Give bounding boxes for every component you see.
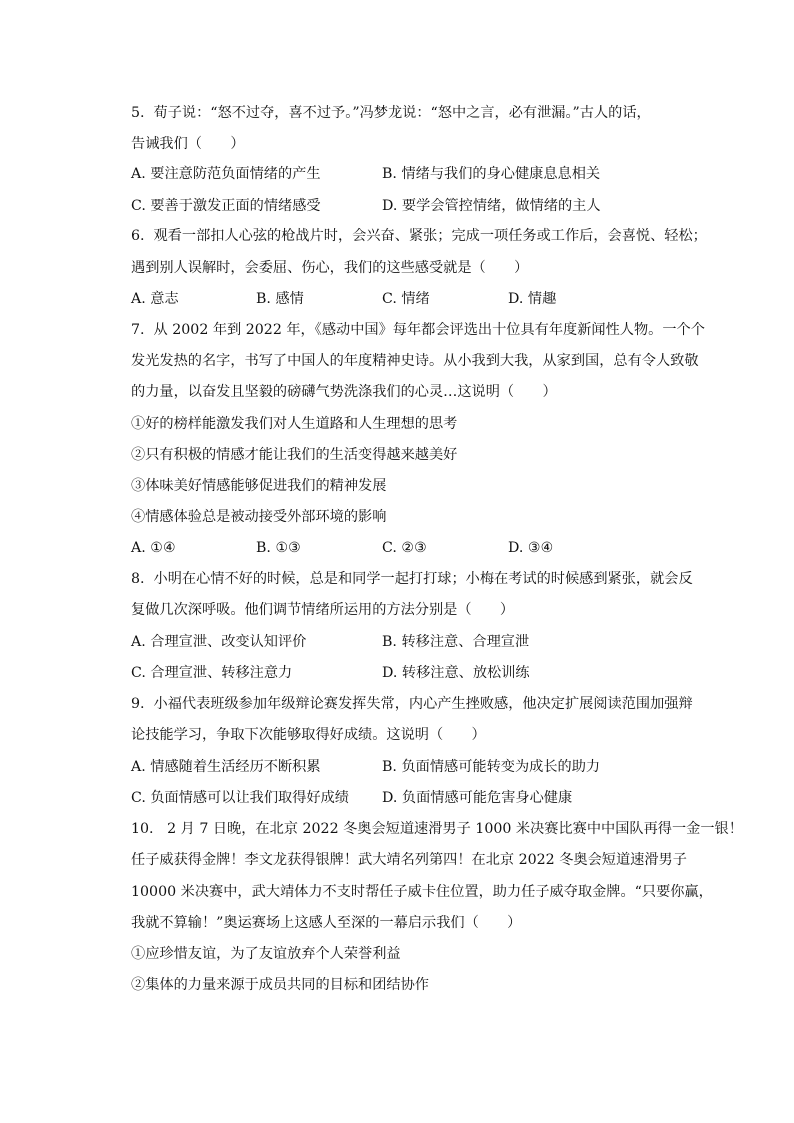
q10-stem-line4: 我就不算输！”奥运赛场上这感人至深的一幕启示我们（ ） xyxy=(131,915,522,931)
q9-option-b[interactable]: B. 负面情感可能转变为成长的助力 xyxy=(382,759,601,775)
q10-statement-1: ①应珍惜友谊，为了友谊放弃个人荣誉利益 xyxy=(131,946,401,962)
q7-statement-1: ①好的榜样能激发我们对人生道路和人生理想的思考 xyxy=(131,416,458,432)
q7-option-d[interactable]: D. ③④ xyxy=(508,540,554,556)
q8-option-c[interactable]: C. 合理宣泄、转移注意力 xyxy=(131,665,293,681)
q5-stem-line1: 5. 荀子说：“怒不过夺，喜不过予。”冯梦龙说：“怒中之言，必有泄漏。”古人的话， xyxy=(131,105,651,121)
q6-stem-line2: 遇到别人误解时，会委屈、伤心，我们的这些感受就是（ ） xyxy=(131,260,529,276)
q6-option-b[interactable]: B. 感情 xyxy=(256,291,304,307)
q7-stem-line2: 发光发热的名字，书写了中国人的年度精神史诗。从小我到大我，从家到国，总有令人致敬 xyxy=(131,353,699,369)
q8-option-b[interactable]: B. 转移注意、合理宣泄 xyxy=(382,634,530,650)
q7-statement-3: ③体味美好情感能够促进我们的精神发展 xyxy=(131,478,387,494)
q10-stem-line2: 任子威获得金牌！李文龙获得银牌！武大靖名列第四！在北京 2022 冬奥会短道速滑男子 xyxy=(131,852,687,868)
q7-statement-4: ④情感体验总是被动接受外部环境的影响 xyxy=(131,509,387,525)
q8-option-d[interactable]: D. 转移注意、放松训练 xyxy=(382,665,530,681)
q10-stem-line3: 10000 米决赛中，武大靖体力不支时帮任子威卡住位置，助力任子威夺取金牌。“只要你赢， xyxy=(131,884,713,900)
q5-option-a[interactable]: A. 要注意防范负面情绪的产生 xyxy=(131,166,321,182)
q10-stem-line1: 10. 2 月 7 日晚，在北京 2022 冬奥会短道速滑男子 1000 米决赛比赛中中国队再得一金一银！ xyxy=(131,821,743,837)
q7-option-a[interactable]: A. ①④ xyxy=(131,540,176,556)
q8-option-a[interactable]: A. 合理宣泄、改变认知评价 xyxy=(131,634,307,650)
q9-option-c[interactable]: C. 负面情感可以让我们取得好成绩 xyxy=(131,790,349,806)
q7-stem-line1: 7. 从 2002 年到 2022 年，《感动中国》每年都会评选出十位具有年度新闻性人物。一个个 xyxy=(131,322,705,338)
q6-stem-line1: 6. 观看一部扣人心弦的枪战片时，会兴奋、紧张；完成一项任务或工作后，会喜悦、轻松； xyxy=(131,228,707,244)
q9-stem-line2: 论技能学习，争取下次能够取得好成绩。这说明（ ） xyxy=(131,727,486,743)
q7-statement-2: ②只有积极的情感才能让我们的生活变得越来越美好 xyxy=(131,447,458,463)
q5-option-c[interactable]: C. 要善于激发正面的情绪感受 xyxy=(131,198,321,214)
q6-option-c[interactable]: C. 情绪 xyxy=(382,291,430,307)
q6-option-a[interactable]: A. 意志 xyxy=(131,291,179,307)
q8-stem-line1: 8. 小明在心情不好的时候，总是和同学一起打打球；小梅在考试的时候感到紧张，就会反 xyxy=(131,571,693,587)
q9-option-a[interactable]: A. 情感随着生活经历不断积累 xyxy=(131,759,321,775)
q10-statement-2: ②集体的力量来源于成员共同的目标和团结协作 xyxy=(131,977,429,993)
q7-option-b[interactable]: B. ①③ xyxy=(256,540,301,556)
q7-option-c[interactable]: C. ②③ xyxy=(382,540,427,556)
q5-option-b[interactable]: B. 情绪与我们的身心健康息息相关 xyxy=(382,166,601,182)
q9-stem-line1: 9. 小福代表班级参加年级辩论赛发挥失常，内心产生挫败感，他决定扩展阅读范围加强辩 xyxy=(131,696,693,712)
q8-stem-line2: 复做几次深呼吸。他们调节情绪所运用的方法分别是（ ） xyxy=(131,602,515,618)
q9-option-d[interactable]: D. 负面情感可能危害身心健康 xyxy=(382,790,573,806)
q7-stem-line3: 的力量，以奋发且坚毅的磅礴气势洗涤我们的心灵…这说明（ ） xyxy=(131,384,557,400)
q6-option-d[interactable]: D. 情趣 xyxy=(508,291,557,307)
q5-option-d[interactable]: D. 要学会管控情绪，做情绪的主人 xyxy=(382,198,601,214)
q5-stem-line2: 告诫我们（ ） xyxy=(131,136,245,152)
